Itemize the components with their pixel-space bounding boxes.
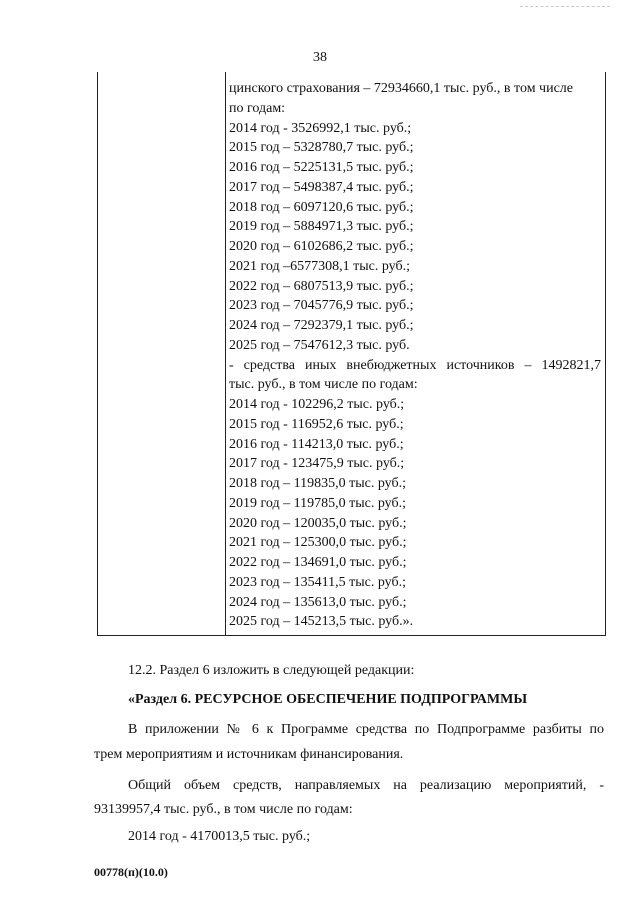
paragraph-line: В приложении № 6 к Программе средства по Подпрограмме разбиты по xyxy=(128,722,604,737)
funding-table xyxy=(97,72,606,636)
table-line: 2023 год – 135411,5 тыс. руб.; xyxy=(229,574,406,590)
table-line: 2015 год - 116952,6 тыс. руб.; xyxy=(229,416,404,432)
table-line: 2025 год – 145213,5 тыс. руб.». xyxy=(229,614,414,630)
table-line: 2024 год – 7292379,1 тыс. руб.; xyxy=(229,318,414,333)
table-line: 2018 год – 119835,0 тыс. руб.; xyxy=(229,476,406,491)
table-line: 2022 год – 6807513,9 тыс. руб.; xyxy=(229,278,414,294)
table-line: 2014 год - 3526992,1 тыс. руб.; xyxy=(229,120,412,136)
table-line: 2025 год – 7547612,3 тыс. руб. xyxy=(229,337,410,353)
table-line: 2017 год - 123475,9 тыс. руб.; xyxy=(229,456,405,472)
table-line: 2024 год – 135613,0 тыс. руб.; xyxy=(229,594,407,610)
amendment-item: 12.2. Раздел 6 изложить в следующей редакции: xyxy=(128,663,415,678)
table-column-divider xyxy=(225,72,226,635)
table-line: 2022 год – 134691,0 тыс. руб.; xyxy=(229,555,407,570)
table-right-cell xyxy=(229,79,601,632)
table-line: 2018 год – 6097120,6 тыс. руб.; xyxy=(229,199,414,215)
table-line: 2021 год – 125300,0 тыс. руб.; xyxy=(229,535,407,551)
table-line: тыс. руб., в том числе по годам: xyxy=(229,377,418,393)
table-line: 2019 год – 119785,0 тыс. руб.; xyxy=(229,495,406,511)
table-line: 2020 год – 6102686,2 тыс. руб.; xyxy=(229,239,414,254)
table-line: по годам: xyxy=(229,100,286,116)
table-line: 2019 год – 5884971,3 тыс. руб.; xyxy=(229,219,414,235)
paragraph-line: Общий объем средств, направляемых на реализацию мероприятий, - xyxy=(128,778,604,793)
table-line: - средства иных внебюджетных источников – 1492821,7 xyxy=(229,357,601,373)
table-line: 2015 год – 5328780,7 тыс. руб.; xyxy=(229,140,414,156)
table-line: 2017 год – 5498387,4 тыс. руб.; xyxy=(229,179,414,195)
document-code: 00778(п)(10.0) xyxy=(94,865,168,879)
paragraph-line: 2014 год - 4170013,5 тыс. руб.; xyxy=(128,829,311,844)
paragraph-line: 93139957,4 тыс. руб., в том числе по годам: xyxy=(94,802,353,817)
paragraph-line: трем мероприятиям и источникам финансирования. xyxy=(94,747,404,762)
table-line: 2016 год – 5225131,5 тыс. руб.; xyxy=(229,160,414,175)
table-line: цинского страхования – 72934660,1 тыс. руб., в том числе xyxy=(229,81,573,96)
table-line: 2016 год - 114213,0 тыс. руб.; xyxy=(229,436,404,452)
scan-artifact-line xyxy=(520,6,610,7)
table-line: 2020 год – 120035,0 тыс. руб.; xyxy=(229,515,407,531)
table-line: 2014 год - 102296,2 тыс. руб.; xyxy=(229,397,405,412)
table-line: 2021 год –6577308,1 тыс. руб.; xyxy=(229,258,410,274)
page-number: 38 xyxy=(313,50,327,65)
section-heading: «Раздел 6. РЕСУРСНОЕ ОБЕСПЕЧЕНИЕ ПОДПРОГРАММЫ xyxy=(128,692,528,707)
table-line: 2023 год – 7045776,9 тыс. руб.; xyxy=(229,298,414,314)
